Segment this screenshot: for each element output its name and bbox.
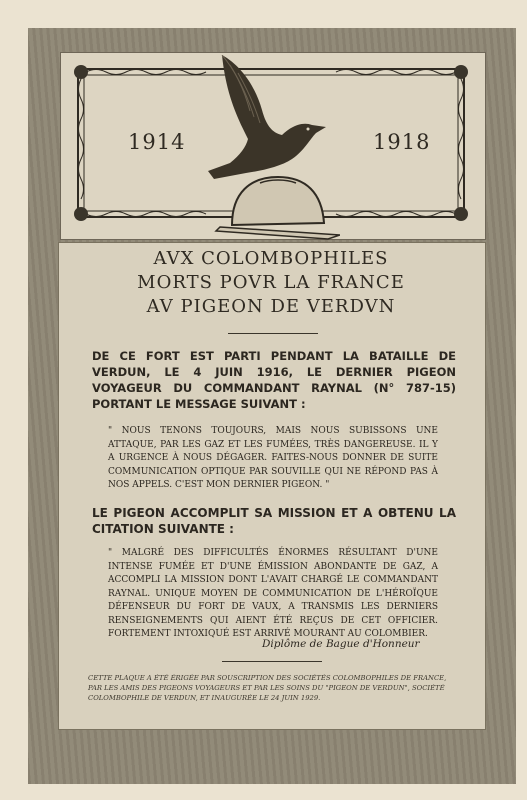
rivet-icon	[454, 65, 468, 79]
dedication-note: CETTE PLAQUE A ÉTÉ ÉRIGÉE PAR SOUSCRIPTION DES SOCIÉTÉS COLOMBOPHILES DE FRANCE, PAR LES AMIS DES PIGEONS VOYAGEURS ET PAR LES SOINS DU "PIGEON DE VERDUN", SOCIÉTÉ COLOMBOPHILE DE VERDUN, ET INAUGURÉE LE 24 JUIN 1929.	[88, 674, 447, 702]
year-right: 1918	[373, 130, 431, 154]
pigeon-icon	[208, 55, 326, 179]
helmet-icon	[216, 177, 340, 239]
divider	[222, 661, 322, 662]
heading-line-1: AVX COLOMBOPHILES	[153, 248, 389, 269]
year-left: 1914	[128, 130, 186, 154]
heading-line-3: AV PIGEON DE VERDVN	[146, 296, 396, 317]
pigeon-helmet-emblem	[200, 55, 340, 240]
citation-quote: " MALGRÉ DES DIFFICULTÉS ÉNORMES RÉSULTANT D'UNE INTENSE FUMÉE ET D'UNE ÉMISSION ABONDANTE DE GAZ, A ACCOMPLI LA MISSION DONT L'AVAIT CHARGÉ LE COMMANDANT RAYNAL. UNIQUE MOYEN DE COMMUNICATION DE L'HÉROÏQUE DÉFENSEUR DU FORT DE VAUX, A TRANSMIS LES DERNIERS RENSEIGNEMENTS QUI AIENT ÉTÉ REÇUS DE CET OFFICIER. FORTEMENT INTOXIQUÉ EST ARRIVÉ MOURANT AU COLOMBIER.	[108, 548, 438, 639]
divider	[228, 333, 318, 334]
rivet-icon	[454, 207, 468, 221]
pigeon-message-quote: " NOUS TENONS TOUJOURS, MAIS NOUS SUBISSONS UNE ATTAQUE, PAR LES GAZ ET LES FUMÉES, TRÈS DANGEREUSE. IL Y A URGENCE À NOUS DÉGAGER. FAITES-NOUS DONNER DE SUITE COMMUNICATION OPTIQUE PAR SOUVILLE QUI NE RÉPOND PAS À NOS APPELS. C'EST MON DERNIER PIGEON. "	[108, 426, 438, 490]
inscription-paragraph-1: DE CE FORT EST PARTI PENDANT LA BATAILLE DE VERDUN, LE 4 JUIN 1916, LE DERNIER PIGEON VOYAGEUR DU COMMANDANT RAYNAL (N° 787-15) PORTANT LE MESSAGE SUIVANT :	[92, 349, 456, 411]
inscription-paragraph-2: LE PIGEON ACCOMPLIT SA MISSION ET A OBTENU LA CITATION SUIVANTE :	[92, 506, 456, 536]
heading-line-2: MORTS POVR LA FRANCE	[137, 272, 405, 293]
rivet-icon	[74, 207, 88, 221]
rivet-icon	[74, 65, 88, 79]
diploma-text: Diplôme de Bague d'Honneur	[262, 638, 420, 650]
